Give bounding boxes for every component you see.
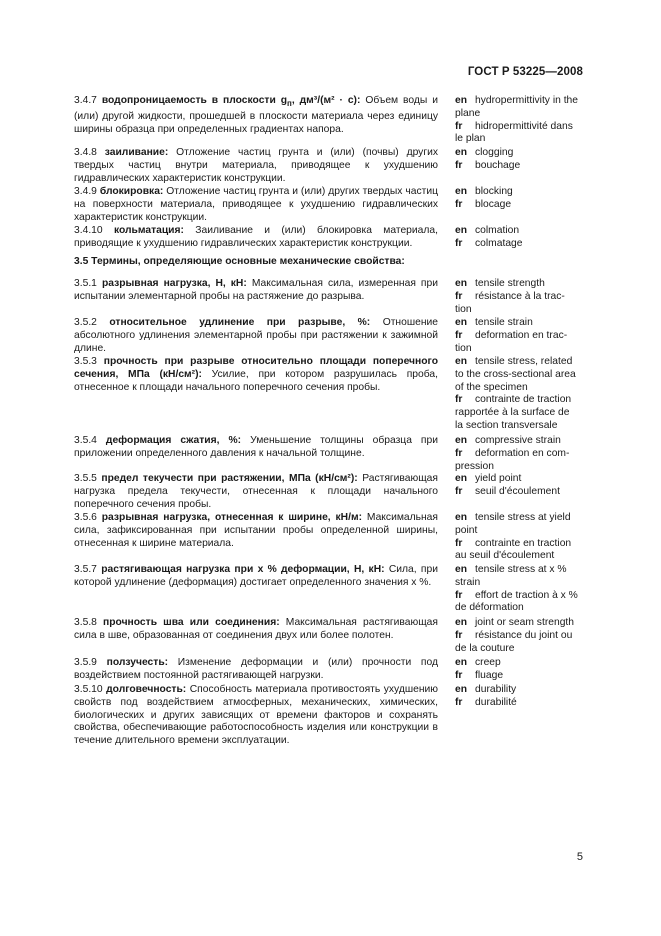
term-name: водопроницаемость в плоскости $g_п$, дм³/(м² · с): (101, 95, 361, 109)
equivalents-3-5-7 (455, 564, 585, 615)
term-definition: Отношение абсолютного удлинения элементарной пробы при растяжении к зажимной длине. (74, 317, 438, 354)
equiv-line: fr fluage (455, 669, 504, 681)
term-name: растягивающая нагрузка при x % деформации, Н, кН: (101, 564, 385, 575)
equiv-line: of the specimen (455, 381, 528, 393)
equiv-line: fr contrainte en traction (455, 537, 572, 549)
equiv-line: en hydropermittivity in the (455, 95, 579, 106)
equiv-line: tion (455, 342, 472, 354)
language-code: en (455, 435, 468, 446)
term-3-5-3 (74, 356, 438, 394)
equiv-line: en blocking (455, 186, 513, 197)
language-code: fr (455, 237, 463, 249)
equiv-line: pression (455, 460, 494, 472)
equivalents-3-5-3 (455, 356, 585, 433)
term-3-5-9 (74, 657, 438, 683)
equiv-line: en creep (455, 657, 501, 668)
equivalents-3-4-10 (455, 225, 585, 251)
document-number: ГОСТ Р 53225—2008 (467, 66, 583, 78)
term-number: 3.5.3 (74, 356, 97, 367)
language-code: en (455, 278, 468, 289)
language-code: en (455, 186, 468, 197)
language-code: en (455, 617, 468, 628)
equiv-line: fr bouchage (455, 159, 521, 171)
language-code: fr (455, 669, 463, 681)
equiv-line: fr effort de traction à x % (455, 589, 578, 601)
equiv-line: en durability (455, 684, 517, 695)
term-definition: Растягивающая нагрузка предела текучести, отнесенная к площади начального поперечного сечения пробы. (74, 473, 438, 510)
term-definition: Отложение частиц грунта и (или) других твердых частиц на поверхности материала, приводящее к ухудшению гидравлических характеристик конструкции. (74, 186, 438, 223)
term-definition: Отложение частиц грунта и (или) (почвы) других твердых частиц внутри материала, приводящее к ухудшению гидравлических характеристик конструкции. (74, 147, 438, 184)
term-3-5-8 (74, 617, 438, 643)
equiv-line: en yield point (455, 473, 522, 484)
equiv-line: en tensile stress, related (455, 356, 573, 367)
equiv-line: au seuil d'écoulement (455, 550, 555, 562)
language-code: fr (455, 120, 463, 132)
equiv-line: point (455, 524, 478, 536)
language-code: fr (455, 159, 463, 171)
equiv-line: fr hidropermittivité dans (455, 120, 573, 132)
equiv-line: fr résistance du joint ou (455, 629, 573, 641)
language-code: fr (455, 329, 463, 341)
equivalents-3-5-10 (455, 684, 585, 710)
section-title: 3.5 Термины, определяющие основные механические свойства: (74, 256, 405, 267)
term-definition: Максимальная сила, зафиксированная при испытании пробы определенной ширины, отнесенная к ширине материала. (74, 512, 438, 549)
term-number: 3.5.5 (74, 473, 97, 484)
term-name: предел текучести при растяжении, МПа (кН/см²): (101, 473, 358, 484)
language-code: en (455, 564, 468, 575)
term-3-5-7 (74, 564, 438, 590)
equiv-line: plane (455, 107, 481, 119)
equiv-line: strain (455, 576, 481, 588)
term-name: кольматация: (113, 225, 184, 236)
term-definition: Объем воды и (или) другой жидкости, прошедшей в плоскости материала через единицу ширины образца при определенных градиентах напора. (74, 95, 438, 135)
equiv-line: en tensile stress at x % (455, 564, 567, 575)
language-code: fr (455, 394, 463, 406)
term-3-4-8 (74, 147, 438, 185)
equiv-line: en tensile stress at yield (455, 512, 571, 523)
equiv-line: fr deformation en com- (455, 447, 570, 459)
term-number: 3.5.1 (74, 278, 97, 289)
equivalents-3-5-1 (455, 278, 585, 316)
term-number: 3.5.2 (74, 317, 97, 328)
term-3-4-10 (74, 225, 438, 251)
term-3-4-7 (74, 95, 438, 136)
language-code: fr (455, 589, 463, 601)
equivalents-3-5-9 (455, 657, 585, 683)
language-code: fr (455, 629, 463, 641)
equivalents-3-4-9 (455, 186, 585, 212)
language-code: en (455, 684, 468, 695)
language-code: fr (455, 696, 463, 708)
term-definition: Заиливание и (или) блокировка материала, приводящие к ухудшению гидравлических характеристик конструкции. (74, 225, 438, 249)
term-definition: Уменьшение толщины образца при приложении определенного давления к начальной толщине. (74, 435, 438, 459)
term-name: заиливание: (104, 147, 169, 158)
term-3-5-2 (74, 317, 438, 355)
term-definition: Изменение деформации и (или) прочности под воздействием постоянной растягивающей нагрузки. (74, 657, 438, 681)
language-code: en (455, 317, 468, 328)
equiv-line: en tensile strength (455, 278, 545, 289)
equiv-line: fr contrainte de traction (455, 394, 572, 406)
equivalents-3-4-7 (455, 95, 585, 146)
language-code: fr (455, 447, 463, 459)
equiv-line: to the cross-sectional area (455, 368, 576, 380)
term-3-5-5 (74, 473, 438, 511)
term-3-4-9 (74, 186, 438, 224)
equiv-line: fr blocage (455, 198, 512, 210)
equiv-line: de la couture (455, 642, 515, 654)
term-name: деформация сжатия, %: (105, 435, 242, 446)
term-3-5-4 (74, 435, 438, 461)
language-code: fr (455, 198, 463, 210)
term-number: 3.4.9 (74, 186, 97, 197)
language-code: en (455, 95, 468, 106)
equiv-line: fr colmatage (455, 237, 523, 249)
equiv-line: fr seuil d'écoulement (455, 485, 560, 497)
term-definition: Способность материала противостоять ухудшению свойств под воздействием атмосферных, механических, химических, биологических и других зависящих от времени факторов и сохранять свойства, обеспечивающие работоспособность изделия или конструкции в течение длительного времени эксплуатации. (74, 684, 438, 747)
term-number: 3.5.7 (74, 564, 97, 575)
equiv-line: en tensile strain (455, 317, 533, 328)
equivalents-3-4-8 (455, 147, 585, 173)
equivalents-3-5-4 (455, 435, 585, 473)
equiv-line: tion (455, 303, 472, 315)
term-definition: Максимальная сила, измеренная при испытании элементарной пробы на растяжение до разрыва. (74, 278, 438, 302)
equiv-line: en clogging (455, 147, 514, 158)
equiv-line: fr durabilité (455, 696, 517, 708)
equiv-line: fr deformation en trac- (455, 329, 568, 341)
language-code: en (455, 512, 468, 523)
equiv-line: la section transversale (455, 419, 558, 431)
term-definition: Усилие, при котором разрушилась проба, отнесенное к площади начального поперечного сечения пробы. (74, 368, 438, 393)
term-name: блокировка: (99, 186, 164, 197)
term-number: 3.4.10 (74, 225, 103, 236)
equivalents-3-5-2 (455, 317, 585, 355)
term-3-5-6 (74, 512, 438, 550)
term-3-5-1 (74, 278, 438, 304)
equiv-line: le plan (455, 133, 486, 145)
equiv-line: rapportée à la surface de (455, 407, 570, 419)
language-code: en (455, 473, 468, 484)
equivalents-3-5-6 (455, 512, 585, 563)
term-name: долговечность: (106, 684, 187, 695)
term-number: 3.4.7 (74, 95, 97, 106)
equivalents-3-5-8 (455, 617, 585, 655)
language-code: en (455, 657, 468, 668)
language-code: en (455, 356, 468, 367)
language-code: fr (455, 537, 463, 549)
equiv-line: en colmation (455, 225, 520, 236)
term-number: 3.5.6 (74, 512, 97, 523)
language-code: en (455, 147, 468, 158)
term-name: ползучесть: (106, 657, 169, 668)
term-name: разрывная нагрузка, Н, кН: (101, 278, 247, 289)
term-number: 3.5.4 (74, 435, 97, 446)
term-number: 3.5.10 (74, 684, 103, 695)
equiv-line: de déformation (455, 602, 524, 614)
term-definition: Сила, при которой удлинение (деформация) достигает определенного значения x %. (74, 564, 438, 588)
language-code: en (455, 225, 468, 236)
term-name: прочность шва или соединения: (103, 617, 280, 628)
equiv-line: en compressive strain (455, 435, 561, 446)
term-name: относительное удлинение при разрыве, %: (109, 317, 371, 328)
equiv-line: fr résistance à la trac- (455, 290, 565, 302)
term-name: прочность при разрыве относительно площади поперечного сечения, МПа (кН/см²): (74, 356, 438, 380)
term-number: 3.5.8 (74, 617, 97, 628)
language-code: fr (455, 485, 463, 497)
page-number: 5 (576, 851, 583, 863)
term-name: разрывная нагрузка, отнесенная к ширине, кН/м: (101, 512, 363, 523)
equivalents-3-5-5 (455, 473, 585, 499)
equiv-line: en joint or seam strength (455, 617, 575, 628)
term-definition: Максимальная растягивающая сила в шве, образованная от соединения двух или более полотен. (74, 617, 438, 641)
term-number: 3.4.8 (74, 147, 97, 158)
language-code: fr (455, 290, 463, 302)
term-number: 3.5.9 (74, 657, 97, 668)
term-3-5-10 (74, 684, 438, 748)
